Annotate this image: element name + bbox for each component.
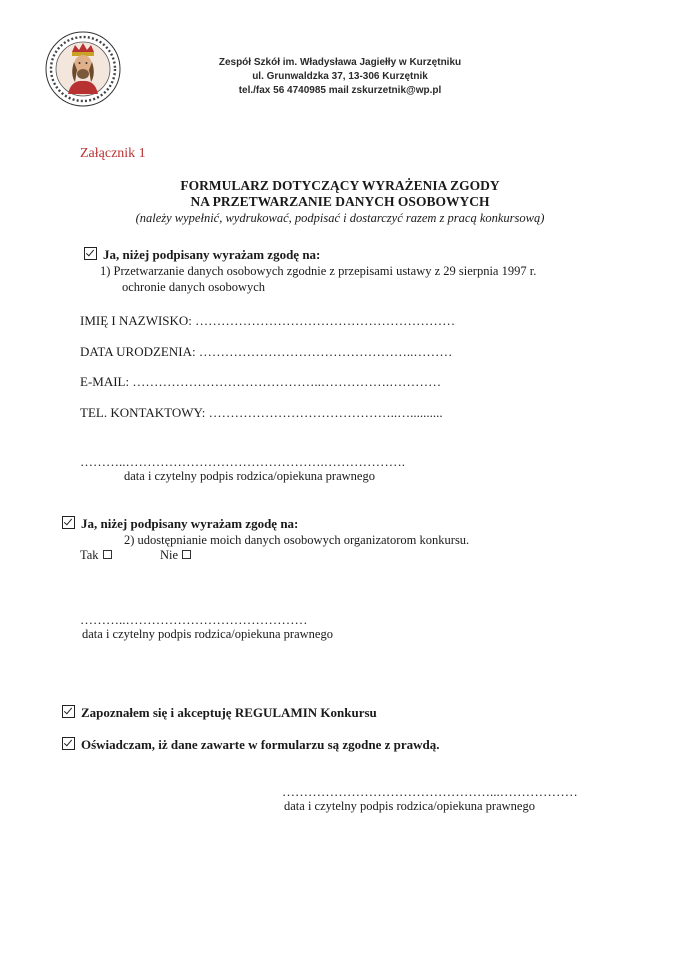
checked-box-icon: [62, 737, 75, 750]
consent-checkbox-2[interactable]: [62, 516, 298, 532]
form-subtitle: (należy wypełnić, wydrukować, podpisać i dostarczyć razem z pracą konkursową): [135, 211, 545, 225]
email-field[interactable]: E-MAIL: ……………………………………..…………….…………: [80, 374, 442, 389]
regulation-checkbox[interactable]: [62, 705, 377, 721]
checked-box-icon: [84, 247, 97, 260]
consent-item-1-line1: 1) Przetwarzanie danych osobowych zgodnie z przepisami ustawy z 29 sierpnia 1997 r.: [100, 264, 537, 278]
truth-statement: Oświadczam, iż dane zawarte w formularzu są zgodne z prawdą.: [81, 737, 440, 752]
signature-label-3: data i czytelny podpis rodzica/opiekuna prawnego: [284, 799, 535, 813]
form-title: [80, 178, 600, 210]
consent-checkbox-1[interactable]: [84, 247, 320, 263]
regulation-statement: Zapoznałem się i akceptuję REGULAMIN Konkursu: [81, 705, 377, 720]
school-seal-logo-icon: [44, 30, 122, 108]
signature-line-3[interactable]: …………………………………………...………………: [282, 784, 578, 799]
consent-heading-2: Ja, niżej podpisany wyrażam zgodę na:: [81, 516, 299, 531]
signature-line-1[interactable]: ………..……………………………………….……………….: [80, 454, 405, 469]
consent-item-2: 2) udostępnianie moich danych osobowych organizatorom konkursu.: [124, 533, 470, 547]
checked-box-icon: [62, 516, 75, 529]
form-title-line1: FORMULARZ DOTYCZĄCY WYRAŻENIA ZGODY: [180, 178, 500, 193]
school-header: [200, 56, 480, 98]
tak-checkbox-icon[interactable]: [103, 550, 112, 559]
header-school-name: Zespół Szkół im. Władysława Jagiełły w Kurzętniku: [218, 57, 462, 68]
signature-line-2[interactable]: ………..……………………………………: [80, 612, 308, 627]
annex-label: Załącznik 1: [80, 146, 146, 161]
tak-option[interactable]: [80, 548, 112, 563]
nie-option[interactable]: [160, 548, 191, 563]
truth-checkbox[interactable]: [62, 737, 440, 753]
header-address: ul. Grunwaldzka 37, 13-306 Kurzętnik: [252, 71, 428, 82]
nie-label: Nie: [160, 548, 179, 562]
signature-label-2: data i czytelny podpis rodzica/opiekuna prawnego: [82, 627, 333, 641]
form-title-line2: NA PRZETWARZANIE DANYCH OSOBOWYCH: [190, 194, 490, 209]
tak-label: Tak: [80, 548, 99, 562]
checked-box-icon: [62, 705, 75, 718]
header-contact: tel./fax 56 4740985 mail zskurzetnik@wp.pl: [238, 85, 442, 96]
birth-date-field[interactable]: DATA URODZENIA: …………………………………………..………: [80, 344, 453, 359]
phone-field[interactable]: TEL. KONTAKTOWY: ……………………………………..…..........: [80, 405, 443, 420]
signature-label-1: data i czytelny podpis rodzica/opiekuna prawnego: [124, 469, 375, 483]
consent-item-1-line2: ochronie danych osobowych: [122, 280, 266, 294]
consent-heading-1: Ja, niżej podpisany wyrażam zgodę na:: [103, 247, 321, 262]
nie-checkbox-icon[interactable]: [182, 550, 191, 559]
name-field[interactable]: IMIĘ I NAZWISKO: ……………………………………………………: [80, 313, 456, 328]
